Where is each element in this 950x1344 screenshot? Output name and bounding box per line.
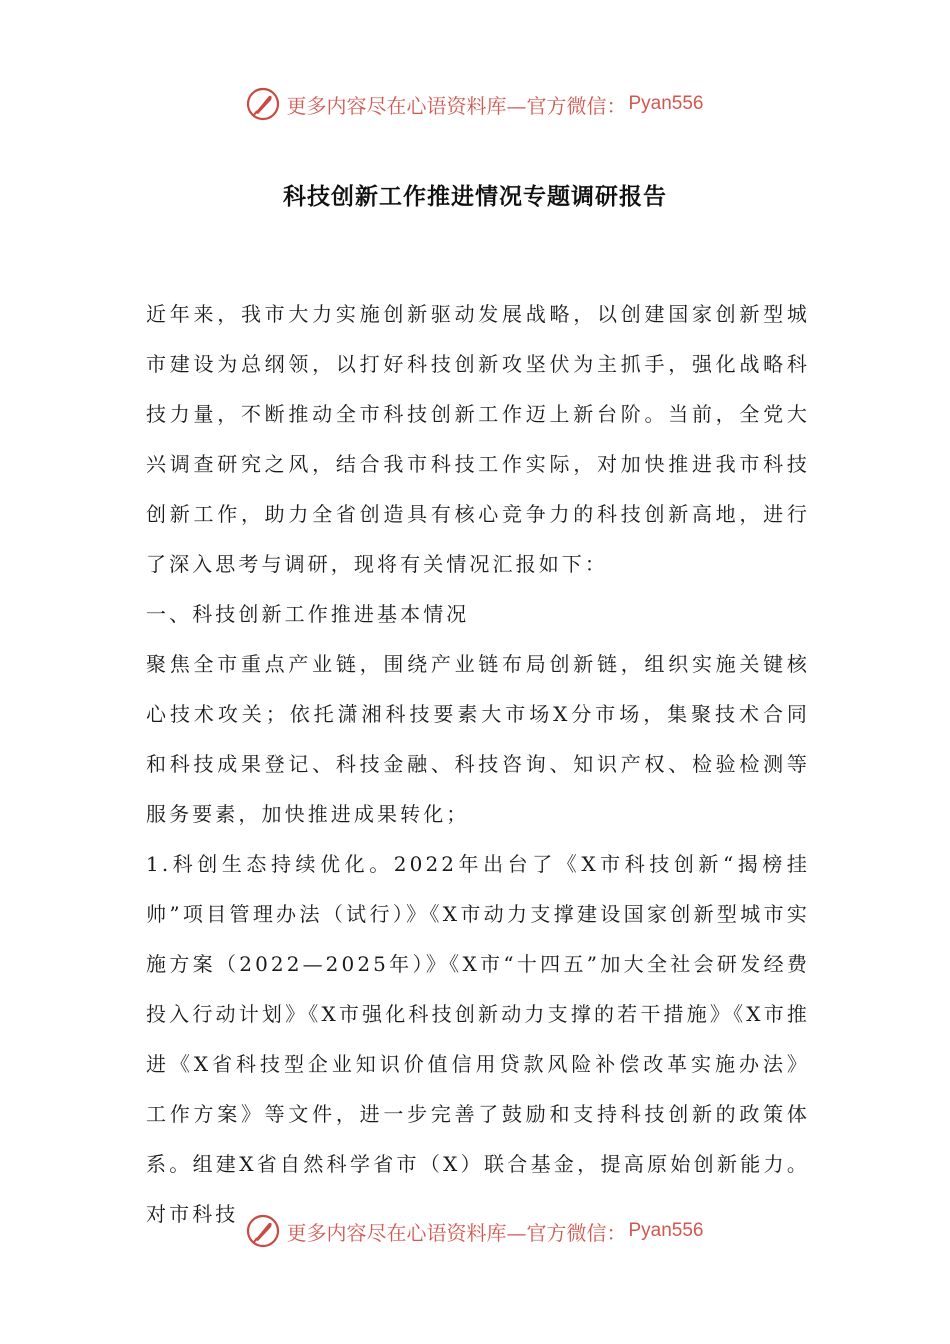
document-title: 科技创新工作推进情况专题调研报告 [283,183,667,210]
quill-pen-logo-icon [246,1214,280,1248]
watermark-header [0,82,950,126]
watermark-wechat-id: Pyan556 [628,93,704,114]
quill-pen-logo-icon [246,87,280,121]
watermark-text: 更多内容尽在心语资料库—官方微信： [286,1220,627,1245]
watermark-text: 更多内容尽在心语资料库—官方微信： [286,93,627,118]
intro-paragraph: 近年来，我市大力实施创新驱动发展战略，以创建国家创新型城市建设为总纲领，以打好科技创新攻坚伏为主抓手，强化战略科技力量，不断推动全市科技创新工作迈上新台阶。当前，全党大兴调查研究之风，结合我市科技工作实际，对加快推进我市科技创新工作，助力全省创造具有核心竞争力的科技创新高地，进行了深入思考与调研，现将有关情况汇报如下： [146,302,810,576]
body-paragraph: 聚焦全市重点产业链，围绕产业链布局创新链，组织实施关键核心技术攻关；依托潇湘科技要素大市场X分市场，集聚技术合同和科技成果登记、科技金融、科技咨询、知识产权、检验检测等服务要素，加快推进成果转化； [146,652,810,826]
document-body [146,289,810,1239]
watermark-wechat-id: Pyan556 [628,1220,704,1241]
section-heading: 一、科技创新工作推进基本情况 [146,602,470,626]
body-paragraph: 1.科创生态持续优化。2022年出台了《X市科技创新“揭榜挂帅”项目管理办法（试行）》《X市动力支撑建设国家创新型城市实施方案（2022—2025年）》《X市“十四五”加大全社会研发经费投入行动计划》《X市强化科技创新动力支撑的若干措施》《X市推进《X省科技型企业知识价值信用贷款风险补偿改革实施办法》工作方案》等文件，进一步完善了鼓励和支持科技创新的政策体系。组建X省自然科学省市（X）联合基金，提高原始创新能力。对市科技 [146,852,810,1226]
watermark-footer [0,1209,950,1253]
